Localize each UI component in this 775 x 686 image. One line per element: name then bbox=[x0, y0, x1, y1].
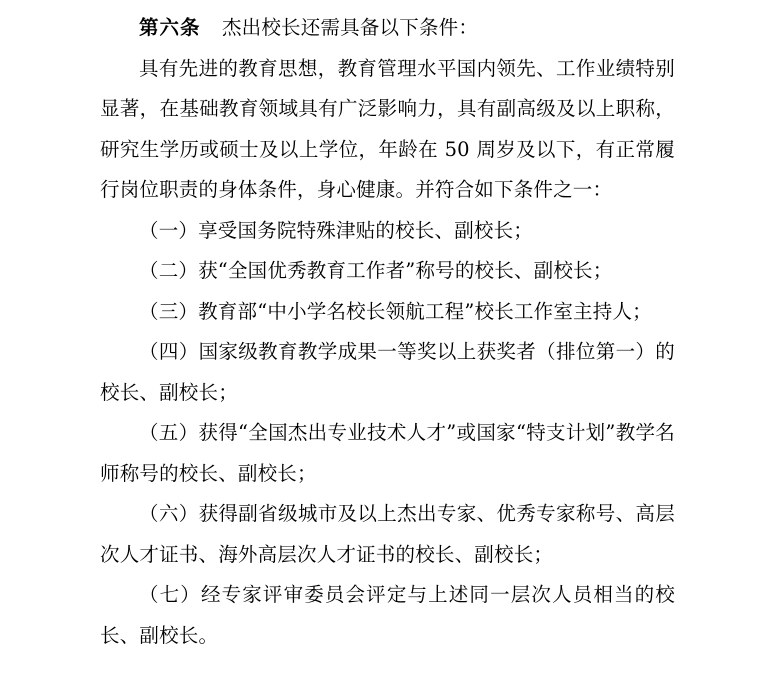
paragraph-item-6: （六）获得副省级城市及以上杰出专家、优秀专家称号、高层次人才证书、海外高层次人才证书的校长、副校长； bbox=[100, 502, 675, 566]
article-heading-paragraph bbox=[100, 8, 675, 49]
document-body bbox=[100, 8, 675, 656]
article-number-label: 第六条 bbox=[139, 16, 201, 39]
paragraph-item-5: （五）获得“全国杰出专业技术人才”或国家“特支计划”教学名师称号的校长、副校长； bbox=[100, 421, 675, 485]
article-heading-text: 杰出校长还需具备以下条件： bbox=[221, 16, 479, 39]
paragraph-item-4: （四）国家级教育教学成果一等奖以上获奖者（排位第一）的校长、副校长； bbox=[100, 340, 675, 404]
paragraph-item-2: （二）获“全国优秀教育工作者”称号的校长、副校长； bbox=[139, 259, 613, 282]
paragraph-item-7: （七）经专家评审委员会评定与上述同一层次人员相当的校长、副校长。 bbox=[100, 583, 675, 647]
paragraph-item-3: （三）教育部“中小学名校长领航工程”校长工作室主持人； bbox=[139, 299, 652, 323]
paragraph-intro: 具有先进的教育思想，教育管理水平国内领先、工作业绩特别显著，在基础教育领域具有广泛影响力，具有副高级及以上职称，研究生学历或硕士及以上学位，年龄在 50 周岁及以下，有正常履行岗位职责的身体条件，身心健康。并符合如下条件之一： bbox=[100, 56, 675, 201]
paragraph-item-1: （一）享受国务院特殊津贴的校长、副校长； bbox=[139, 218, 534, 242]
